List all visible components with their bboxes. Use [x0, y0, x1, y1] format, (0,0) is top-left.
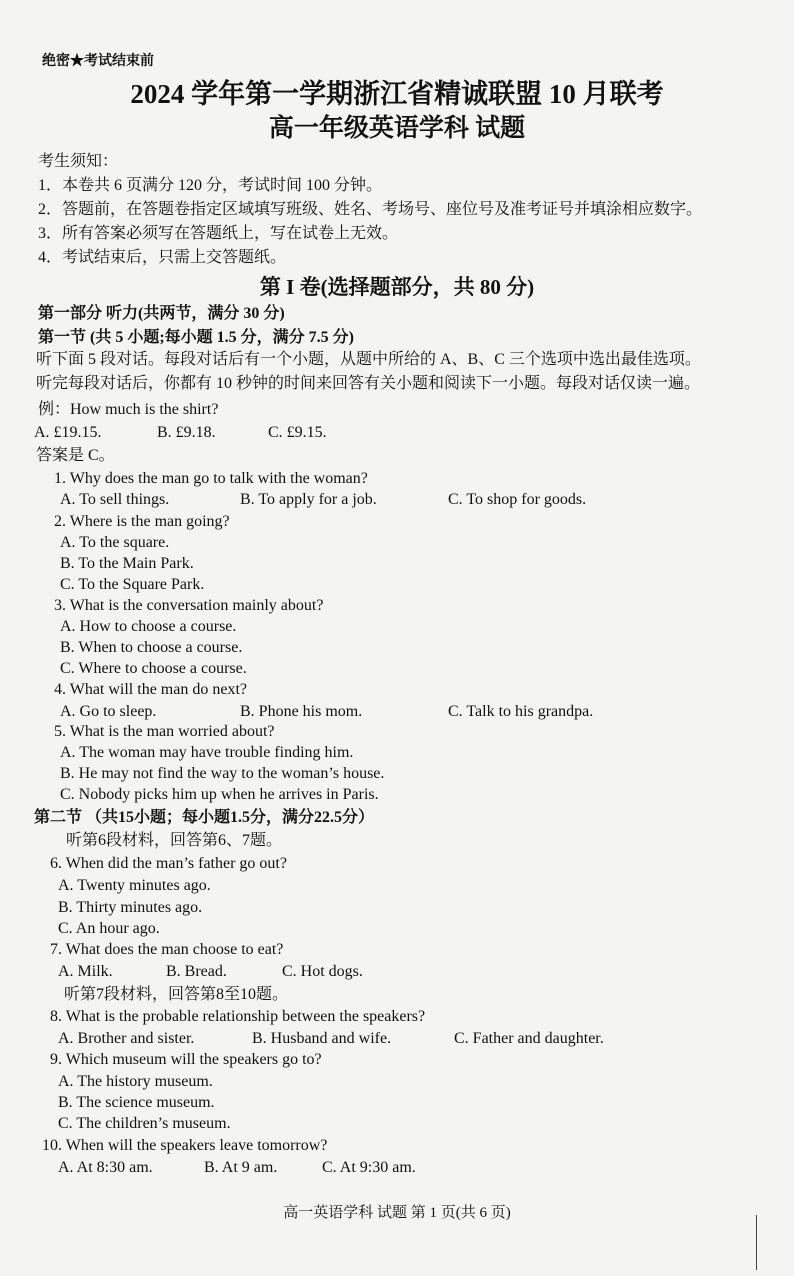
- option: C. At 9:30 am.: [322, 1159, 416, 1176]
- question-7: 7. What does the man choose to eat?: [50, 941, 284, 958]
- option: A. To sell things.: [60, 491, 170, 508]
- material-note: 听第6段材料，回答第6、7题。: [66, 832, 283, 849]
- material-note: 听第7段材料，回答第8至10题。: [64, 986, 289, 1003]
- option: B. To the Main Park.: [60, 555, 194, 572]
- option: B. Phone his mom.: [240, 703, 363, 720]
- option: C. Father and daughter.: [454, 1030, 604, 1047]
- option: A. How to choose a course.: [60, 618, 237, 635]
- option: C. To the Square Park.: [60, 576, 205, 593]
- option: C. Hot dogs.: [282, 963, 363, 980]
- option: A. The history museum.: [58, 1073, 213, 1090]
- option: B. Thirty minutes ago.: [58, 899, 203, 916]
- question-6: 6. When did the man’s father go out?: [50, 855, 287, 872]
- option: C. An hour ago.: [58, 920, 160, 937]
- option: C. Talk to his grandpa.: [448, 703, 594, 720]
- question-10: 10. When will the speakers leave tomorrow?: [42, 1137, 328, 1154]
- volume-heading: 第 I 卷(选择题部分，共 80 分): [259, 275, 535, 299]
- option: B. To apply for a job.: [240, 491, 377, 508]
- option: C. To shop for goods.: [448, 491, 587, 508]
- exam-subtitle: 高一年级英语学科 试题: [268, 115, 526, 142]
- question-4: 4. What will the man do next?: [54, 681, 247, 698]
- instruction-line: 听下面 5 段对话。每段对话后有一个小题，从题中所给的 A、B、C 三个选项中选出最佳选项。: [36, 351, 701, 368]
- confidential-label: 绝密★考试结束前: [42, 54, 154, 69]
- option: A. Twenty minutes ago.: [58, 877, 211, 894]
- option: A. To the square.: [60, 534, 170, 551]
- option: B. Husband and wife.: [252, 1030, 392, 1047]
- notice-item: 4．考试结束后，只需上交答题纸。: [38, 249, 287, 266]
- notice-item: 2．答题前，在答题卷指定区域填写班级、姓名、考场号、座位号及准考证号并填涂相应数字。: [38, 201, 703, 218]
- question-8: 8. What is the probable relationship between the speakers?: [50, 1008, 426, 1025]
- option: B. At 9 am.: [204, 1159, 278, 1176]
- section2-heading: 第二节 （共15小题；每小题1.5分，满分22.5分）: [34, 809, 375, 826]
- notice-heading: 考生须知：: [38, 153, 119, 170]
- question-5: 5. What is the man worried about?: [54, 723, 275, 740]
- option: A. The woman may have trouble finding him.: [60, 744, 354, 761]
- question-3: 3. What is the conversation mainly about?: [54, 597, 324, 614]
- option: B. The science museum.: [58, 1094, 215, 1111]
- instruction-line: 听完每段对话后，你都有 10 秒钟的时间来回答有关小题和阅读下一小题。每段对话仅读一遍。: [36, 375, 701, 392]
- option: A. Milk.: [58, 963, 113, 980]
- option: C. The children’s museum.: [58, 1115, 231, 1132]
- option: A. Go to sleep.: [60, 703, 157, 720]
- option: A. At 8:30 am.: [58, 1159, 153, 1176]
- option: B. When to choose a course.: [60, 639, 243, 656]
- question-9: 9. Which museum will the speakers go to?: [50, 1051, 322, 1068]
- example-option: B. £9.18.: [157, 424, 216, 441]
- scan-edge-line: [756, 1215, 757, 1270]
- notice-item: 3．所有答案必须写在答题纸上，写在试卷上无效。: [38, 225, 399, 242]
- option: B. Bread.: [166, 963, 227, 980]
- example-answer: 答案是 C。: [36, 447, 115, 464]
- example-option: A. £19.15.: [34, 424, 102, 441]
- question-2: 2. Where is the man going?: [54, 513, 230, 530]
- example-question: 例：How much is the shirt?: [38, 401, 219, 418]
- option: C. Nobody picks him up when he arrives in Paris.: [60, 786, 379, 803]
- question-1: 1. Why does the man go to talk with the woman?: [54, 470, 368, 487]
- exam-title: 2024 学年第一学期浙江省精诚联盟 10 月联考: [130, 79, 664, 109]
- notice-item: 1．本卷共 6 页满分 120 分，考试时间 100 分钟。: [38, 177, 383, 194]
- example-option: C. £9.15.: [268, 424, 327, 441]
- option: A. Brother and sister.: [58, 1030, 195, 1047]
- option: C. Where to choose a course.: [60, 660, 247, 677]
- option: B. He may not find the way to the woman’s house.: [60, 765, 385, 782]
- page-footer: 高一英语学科 试题 第 1 页(共 6 页): [283, 1205, 511, 1221]
- part1-heading: 第一部分 听力(共两节，满分 30 分): [38, 305, 285, 322]
- section1-heading: 第一节 (共 5 小题;每小题 1.5 分，满分 7.5 分): [38, 329, 354, 346]
